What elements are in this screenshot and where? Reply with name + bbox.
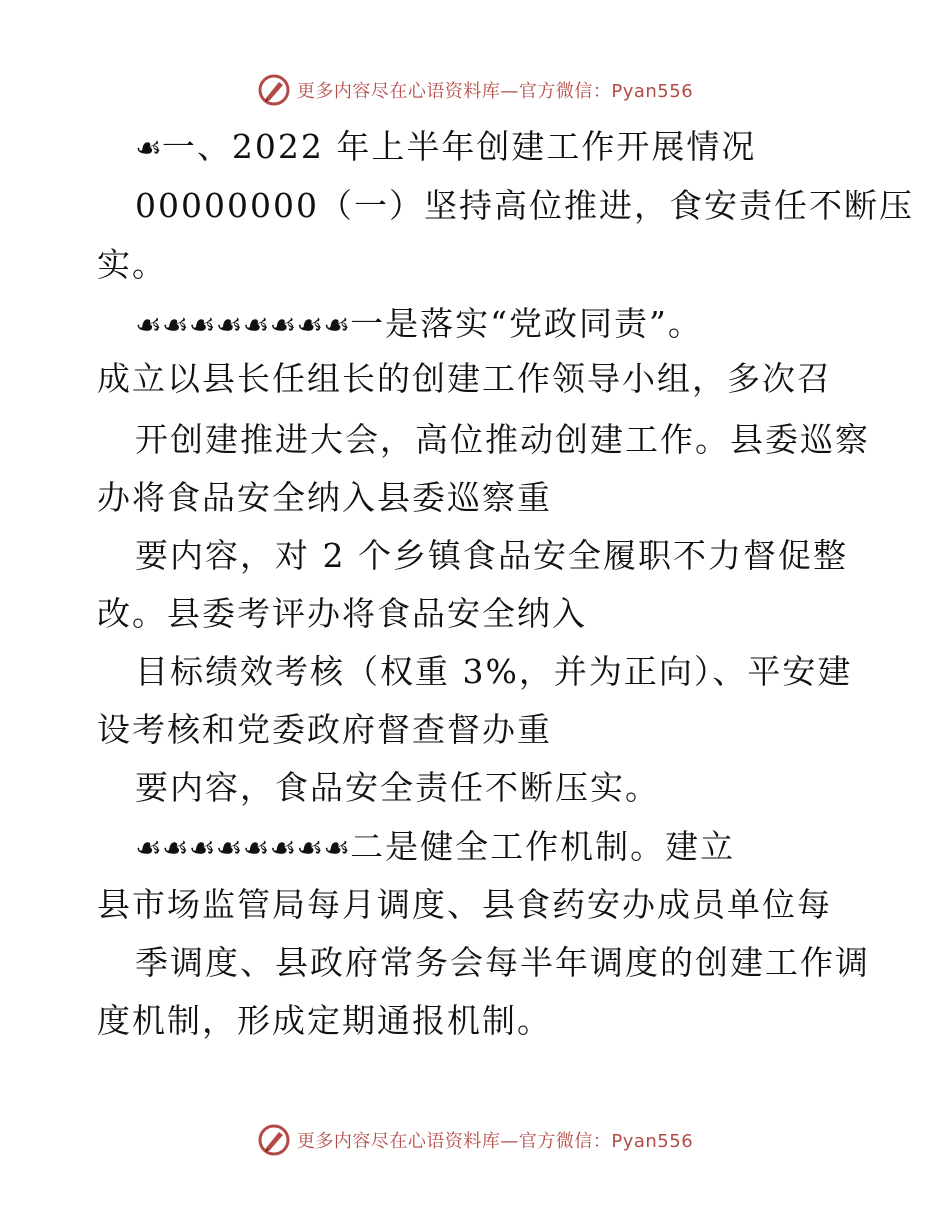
watermark-text: 更多内容尽在心语资料库—官方微信：Pyan556 xyxy=(296,1131,694,1152)
paragraph-line: 成立以县长任组长的创建工作领导小组，多次召 xyxy=(97,359,832,398)
paragraph-line: 开创建推进大会，高位推动创建工作。县委巡察 xyxy=(135,420,870,459)
paragraph-line: 办将食品安全纳入县委巡察重 xyxy=(97,478,552,517)
paragraph-line: ☙一、2022 年上半年创建工作开展情况 xyxy=(135,127,757,166)
paragraph-line: 季调度、县政府常务会每半年调度的创建工作调 xyxy=(135,943,870,982)
paragraph-line: 要内容，对 2 个乡镇食品安全履职不力督促整 xyxy=(135,536,848,575)
fleuron-icon: ☙☙☙☙☙☙☙☙ xyxy=(135,831,351,866)
watermark-text: 更多内容尽在心语资料库—官方微信：Pyan556 xyxy=(296,81,694,102)
fleuron-icon: ☙☙☙☙☙☙☙☙ xyxy=(135,308,351,343)
paragraph-line: 目标绩效考核（权重 3%，并为正向）、平安建 xyxy=(135,652,853,691)
paragraph-line: ☙☙☙☙☙☙☙☙一是落实“党政同责”。 xyxy=(135,304,703,343)
paragraph-line: 改。县委考评办将食品安全纳入 xyxy=(97,594,587,633)
paragraph-line: 县市场监管局每月调度、县食药安办成员单位每 xyxy=(97,885,832,924)
watermark-header xyxy=(0,70,950,110)
paragraph-line: ☙☙☙☙☙☙☙☙二是健全工作机制。建立 xyxy=(135,827,736,866)
paragraph-line: 实。 xyxy=(97,245,167,284)
watermark-footer xyxy=(0,1120,950,1160)
pen-logo-icon xyxy=(257,1123,291,1157)
fleuron-icon: ☙ xyxy=(135,131,162,166)
paragraph-line: 要内容，食品安全责任不断压实。 xyxy=(135,768,660,807)
pen-logo-icon xyxy=(257,73,291,107)
paragraph-line: 00000000（一）坚持高位推进，食安责任不断压 xyxy=(135,186,914,225)
paragraph-line: 设考核和党委政府督查督办重 xyxy=(97,710,552,749)
paragraph-line: 度机制，形成定期通报机制。 xyxy=(97,1001,552,1040)
